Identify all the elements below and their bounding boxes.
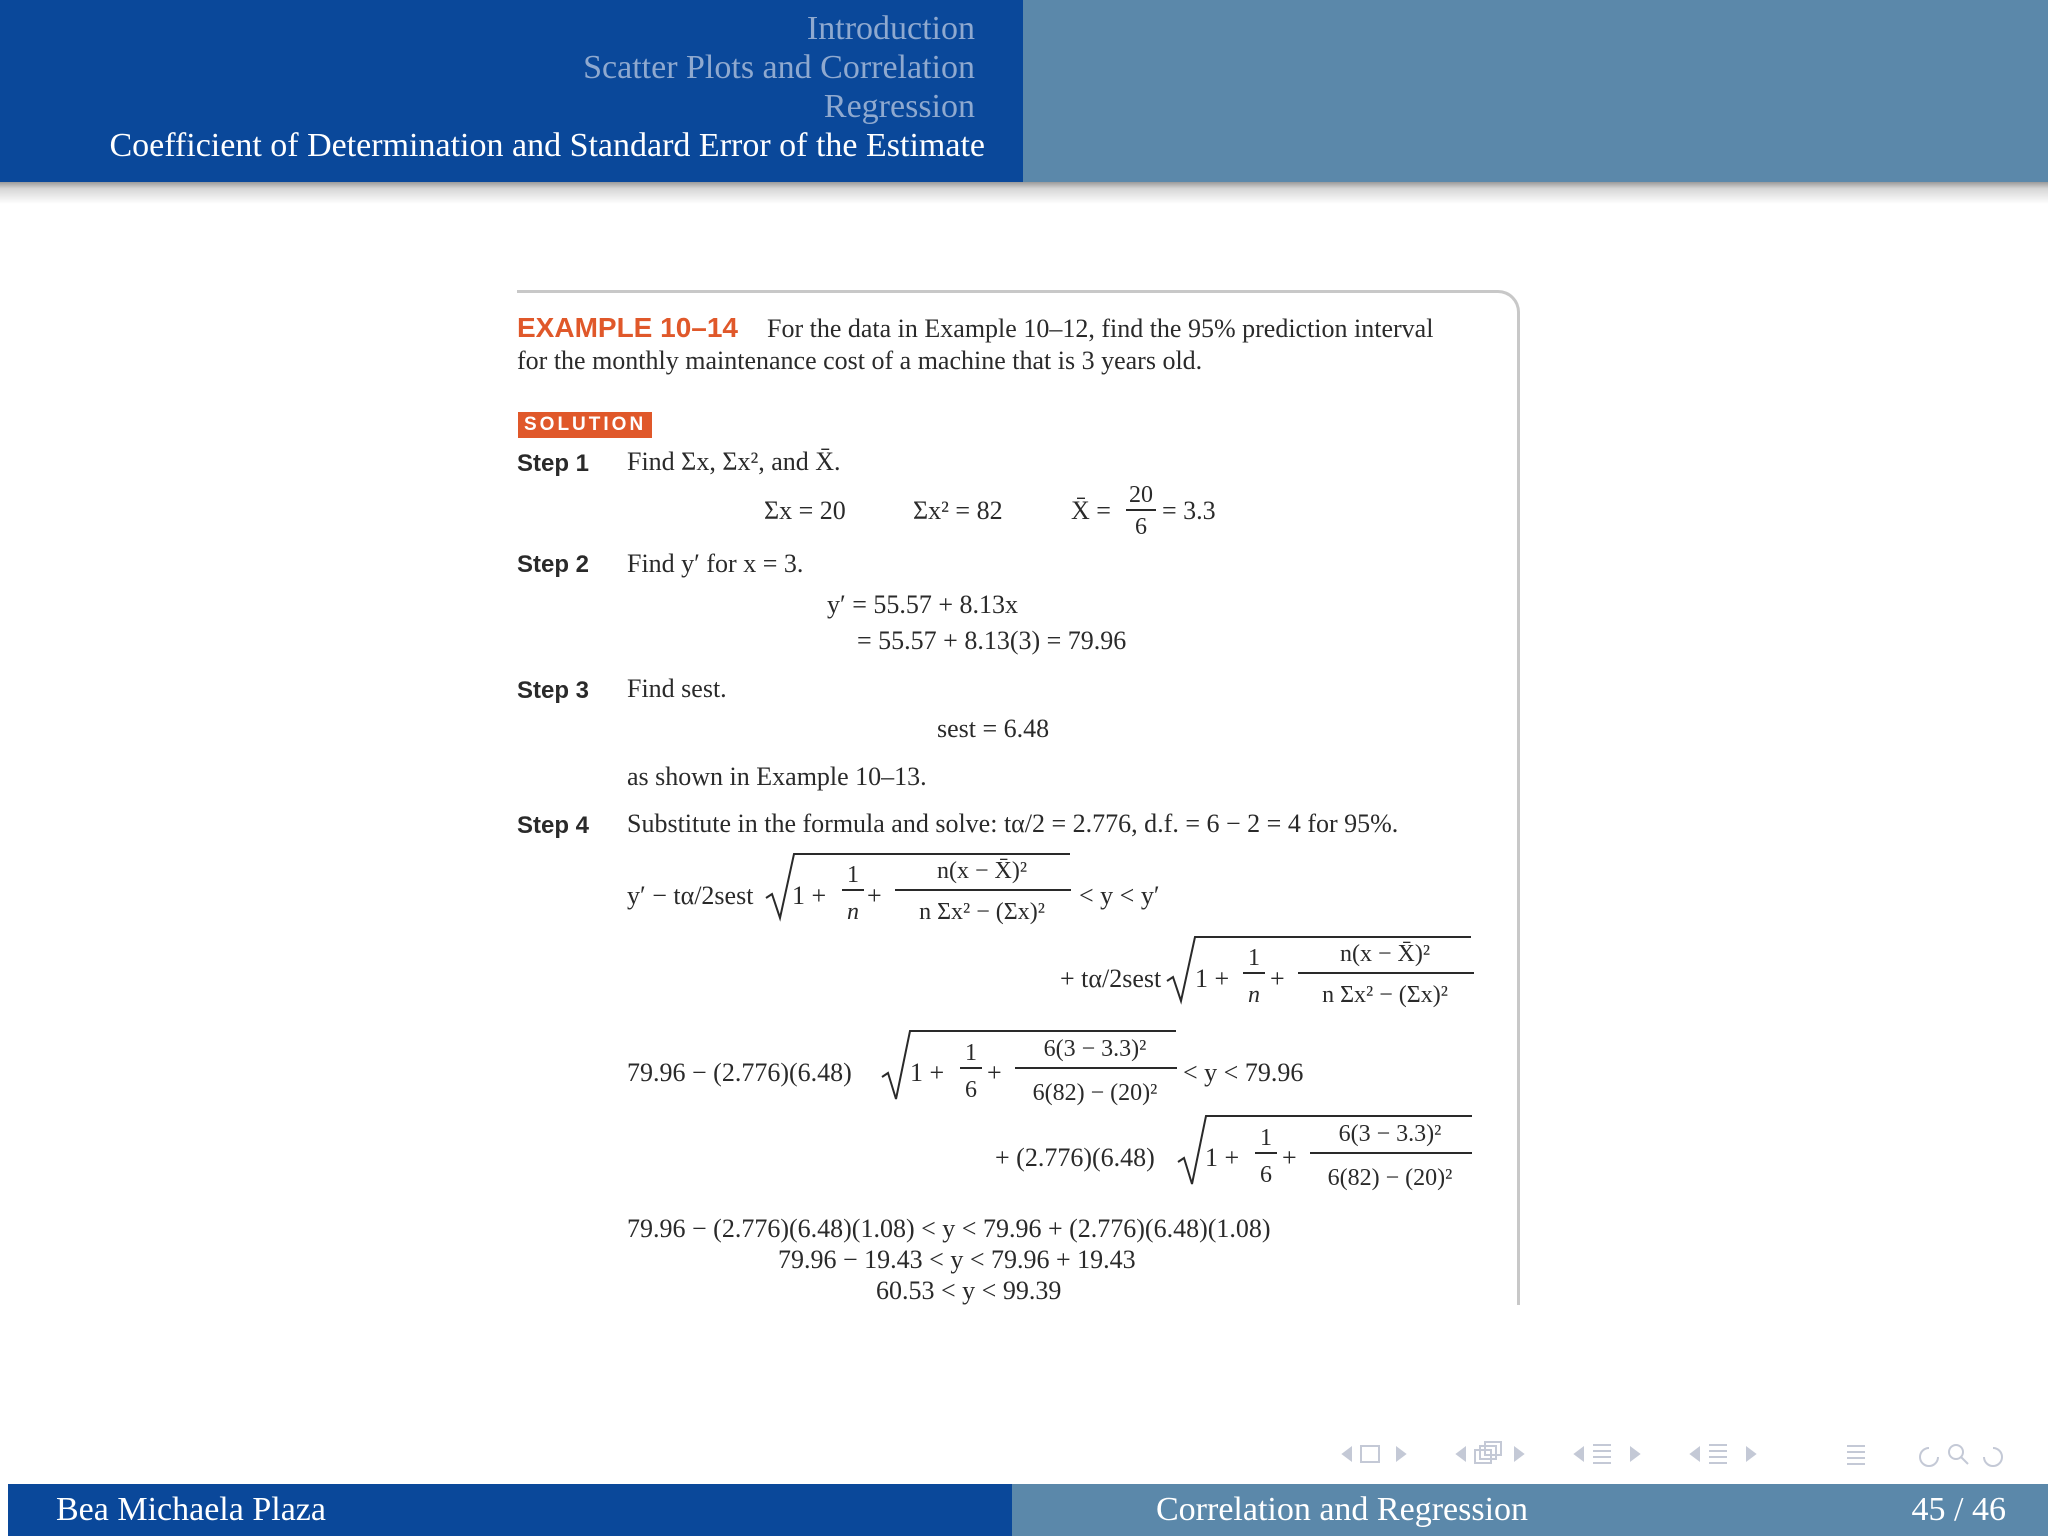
step-2-eq-line1: y′ = 55.57 + 8.13x: [827, 590, 1019, 619]
nav-section-introduction[interactable]: Introduction: [806, 10, 975, 47]
step-4-text: Substitute in the formula and solve: tα/2 = 2.776, d.f. = 6 − 2 = 4 for 95%.: [627, 809, 1399, 838]
numeric-frac-den: 6(82) − (20)²: [1032, 1080, 1158, 1106]
numeric-prefix: 79.96 − (2.776)(6.48): [627, 1058, 852, 1087]
numeric-frac-num: 6(3 − 3.3)²: [1043, 1036, 1147, 1062]
beamer-navigation-bar: [1335, 1436, 2015, 1472]
section-icon[interactable]: [1593, 1445, 1611, 1463]
arrow-left-icon[interactable]: [1457, 1448, 1465, 1460]
fraction-bar: [1298, 972, 1474, 974]
nav-section-regression[interactable]: Regression: [823, 88, 975, 125]
step-1-xbar-num: 20: [1129, 482, 1153, 508]
fraction-bar: [842, 889, 864, 891]
frame-icon[interactable]: [1361, 1446, 1379, 1462]
nav-section-coefficient-active[interactable]: Coefficient of Determination and Standard Error of the Estimate: [109, 127, 985, 164]
footer-author: Bea Michaela Plaza: [56, 1491, 326, 1528]
step-1-label: Step 1: [517, 450, 590, 477]
arrow-right-icon[interactable]: [1397, 1448, 1405, 1460]
formula-prefix2: + tα/2sest: [1060, 964, 1162, 993]
arrow-right-icon[interactable]: [1515, 1448, 1523, 1460]
arrow-right-icon[interactable]: [1747, 1448, 1755, 1460]
align-icon[interactable]: [1847, 1446, 1865, 1464]
formula-one-plus: 1 +: [1195, 964, 1230, 993]
step-3-eq: sest = 6.48: [937, 714, 1050, 743]
result-line-3: 60.53 < y < 99.39: [876, 1276, 1062, 1305]
formula-frac-num: n(x − X̄)²: [936, 858, 1028, 884]
numeric-one-plus: 1 +: [1205, 1143, 1240, 1172]
step-1-sum-x: Σx = 20: [764, 496, 846, 525]
fraction-bar: [1126, 509, 1156, 511]
numeric-frac-den: 6(82) − (20)²: [1327, 1165, 1453, 1191]
numeric-plus: +: [1282, 1143, 1297, 1172]
step-1-xbar-rhs: = 3.3: [1162, 496, 1216, 525]
step-1-xbar-lhs: X̄ =: [1071, 496, 1111, 525]
footer-title: Correlation and Regression: [1156, 1491, 1529, 1528]
arrow-left-icon[interactable]: [1575, 1448, 1583, 1460]
formula-frac-num: n(x − X̄)²: [1339, 941, 1431, 967]
arrow-left-icon[interactable]: [1343, 1448, 1351, 1460]
fraction-bar: [1310, 1152, 1472, 1154]
example-intro-line2: for the monthly maintenance cost of a machine that is 3 years old.: [517, 346, 1203, 375]
header-right-panel: [1023, 0, 2048, 182]
step-3-label: Step 3: [517, 677, 590, 704]
back-icon[interactable]: [1920, 1448, 1938, 1466]
fraction-bar: [895, 889, 1071, 891]
result-line-2: 79.96 − 19.43 < y < 79.96 + 19.43: [778, 1245, 1136, 1274]
example-label: EXAMPLE 10–14: [517, 312, 738, 343]
numeric-one: 1: [1260, 1125, 1272, 1151]
search-icon[interactable]: [1949, 1445, 1968, 1464]
toc-icon[interactable]: [1709, 1445, 1727, 1463]
header-shadow: [0, 182, 2048, 204]
formula-one-plus: 1 +: [792, 881, 827, 910]
formula-prefix: y′ − tα/2sest: [627, 881, 754, 910]
arrow-right-icon[interactable]: [1631, 1448, 1639, 1460]
fraction-bar: [1255, 1152, 1277, 1154]
numeric-plus: +: [987, 1058, 1002, 1087]
nav-section-scatter-plots[interactable]: Scatter Plots and Correlation: [583, 49, 975, 86]
fraction-bar: [960, 1067, 982, 1069]
fraction-bar: [1015, 1067, 1177, 1069]
numeric-frac-num: 6(3 − 3.3)²: [1338, 1121, 1442, 1147]
numeric-one: 1: [965, 1040, 977, 1066]
formula-ineq: < y < y′: [1079, 881, 1160, 910]
step-2-label: Step 2: [517, 551, 590, 578]
formula-one: 1: [847, 862, 859, 888]
step-4-label: Step 4: [517, 812, 590, 839]
step-1-text: Find Σx, Σx², and X̄.: [627, 447, 841, 476]
step-3-text: Find sest.: [627, 674, 727, 703]
formula-n: n: [847, 899, 859, 925]
formula-plus: +: [867, 881, 882, 910]
formula-frac-den: n Σx² − (Σx)²: [919, 899, 1045, 925]
result-line-1: 79.96 − (2.776)(6.48)(1.08) < y < 79.96 + (2.776)(6.48)(1.08): [627, 1214, 1271, 1243]
numeric-prefix2: + (2.776)(6.48): [995, 1143, 1155, 1172]
numeric-six: 6: [1260, 1162, 1272, 1188]
step-2-text: Find y′ for x = 3.: [627, 549, 804, 578]
step-1-xbar-den: 6: [1135, 514, 1147, 540]
numeric-one-plus: 1 +: [910, 1058, 945, 1087]
formula-n: n: [1248, 982, 1260, 1008]
example-intro-line1: For the data in Example 10–12, find the 95% prediction interval: [767, 314, 1434, 343]
numeric-ineq: < y < 79.96: [1183, 1058, 1304, 1087]
fraction-bar: [1243, 972, 1265, 974]
footer-page-number: 45 / 46: [1911, 1491, 2006, 1528]
step-3-note: as shown in Example 10–13.: [627, 762, 927, 791]
formula-frac-den: n Σx² − (Σx)²: [1322, 982, 1448, 1008]
arrow-left-icon[interactable]: [1691, 1448, 1699, 1460]
subsection-icon[interactable]: [1475, 1442, 1501, 1463]
step-2-eq-line2: = 55.57 + 8.13(3) = 79.96: [857, 626, 1127, 655]
step-1-sum-x2: Σx² = 82: [913, 496, 1003, 525]
numeric-six: 6: [965, 1077, 977, 1103]
forward-icon[interactable]: [1984, 1448, 2002, 1466]
formula-plus: +: [1270, 964, 1285, 993]
solution-badge: SOLUTION: [518, 412, 652, 438]
formula-one: 1: [1248, 945, 1260, 971]
